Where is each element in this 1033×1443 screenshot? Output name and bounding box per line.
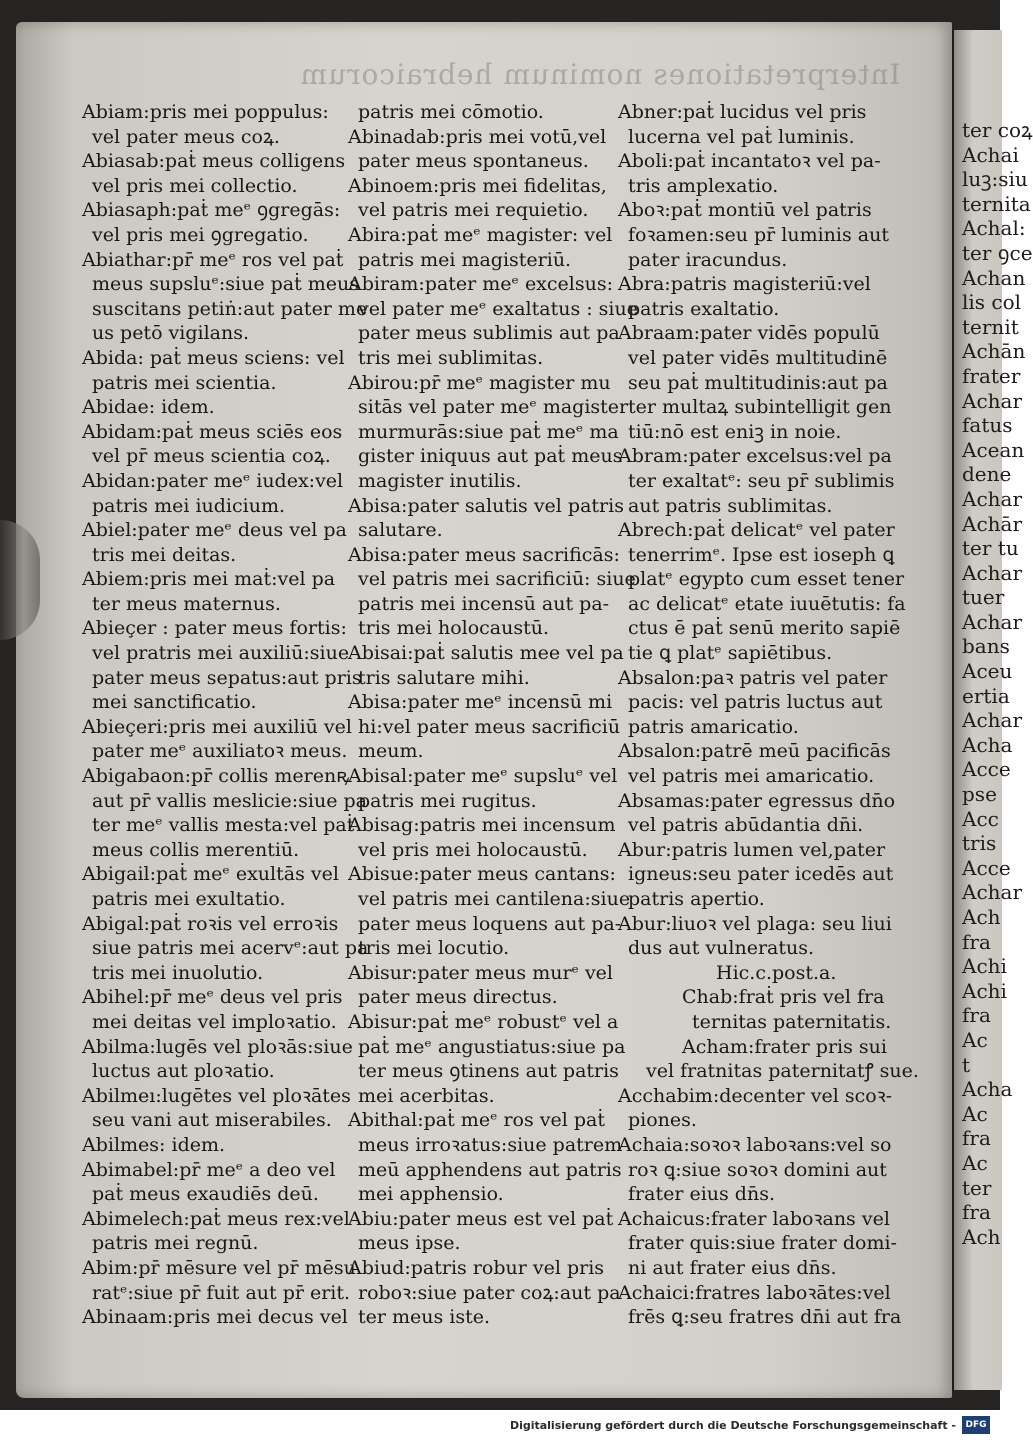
text-line: Abirou:pr̄ meᵉ magister mu	[348, 371, 611, 394]
text-line: seu paṫ multitudinis:aut pa	[628, 371, 888, 394]
adjacent-page-line: Achi	[962, 954, 1007, 979]
text-line: Abiel:pater meᵉ deus vel pa	[82, 519, 347, 542]
text-line: pater meus spontaneus.	[358, 150, 589, 173]
adjacent-page-line: bans	[962, 634, 1010, 659]
text-line: tris amplexatio.	[628, 174, 779, 197]
text-line: Achaicus:frater laboꝛans vel	[618, 1207, 890, 1230]
text-line: dus aut vulneratus.	[628, 937, 815, 960]
text-line: ter meus maternus.	[92, 592, 281, 615]
text-line: vel pater vidēs multitudinē	[628, 346, 888, 369]
text-line: tie ꝗ platᵉ sapiētibus.	[628, 642, 833, 665]
text-line: platᵉ egypto cum esset tener	[628, 568, 905, 591]
text-line: meum.	[358, 740, 424, 763]
text-line: patris mei incensū aut pa-	[358, 592, 610, 615]
text-line: Abiam:pris mei poppulus:	[82, 101, 329, 123]
adjacent-page-line: ter	[962, 1175, 992, 1200]
text-line: mei deitas vel imploꝛatio.	[92, 1010, 337, 1033]
text-line: tiū:nō est eniꝫ in noie.	[628, 420, 842, 443]
text-line: ni aut frater eius dn̄s.	[628, 1256, 837, 1279]
text-line: Absalon:paꝛ patris vel pater	[618, 666, 888, 689]
text-line: paṫ meᵉ angustiatus:siue pa	[358, 1035, 626, 1058]
text-line: ternitas paternitatis.	[692, 1010, 892, 1033]
text-line: gister iniquus aut paṫ meus	[358, 445, 623, 468]
adjacent-page-line: pse	[962, 782, 997, 807]
adjacent-page-line: Acc	[962, 806, 999, 831]
text-line: Abisa:pater meᵉ incensū mi	[348, 691, 613, 714]
text-line: ter exaltatᵉ: seu pr̄ sublimis	[628, 469, 895, 492]
text-line: Abidan:pater meᵉ iudex:vel	[82, 469, 344, 492]
digitization-footer	[0, 1410, 1000, 1443]
text-line: meus collis merentiū.	[92, 838, 300, 861]
text-line: us petō vigilans.	[92, 322, 250, 345]
text-line: pater meᵉ auxiliatoꝛ meus.	[92, 740, 348, 763]
adjacent-page-line: Achan	[962, 265, 1026, 290]
text-line: ac delicatᵉ etate iuuētutis: fa	[628, 592, 906, 615]
text-line: patris apertio.	[628, 888, 765, 910]
text-line: luctus aut ploꝛatio.	[92, 1060, 275, 1083]
text-line: mei apphensio.	[358, 1183, 504, 1206]
text-line: patris mei rugitus.	[358, 789, 537, 812]
text-line: ratᵉ:siue pr̄ fuit aut pr̄ erit.	[92, 1281, 351, 1304]
text-line: tris mei inuolutio.	[92, 961, 264, 984]
text-line: tris mei holocaustū.	[358, 617, 550, 640]
text-line: lucerna vel paṫ luminis.	[628, 125, 855, 148]
adjacent-page-line: Achar	[962, 388, 1023, 413]
adjacent-page-line: luꝫ:siu	[962, 167, 1028, 192]
text-line: Absalon:patrē meū pacificās	[618, 740, 891, 763]
adjacent-page-line: Achai	[962, 142, 1019, 167]
text-line: Abisue:pater meus cantans:	[348, 863, 616, 886]
text-line: Aboꝛ:paṫ montiū vel patris	[618, 199, 872, 222]
adjacent-page-line: dene	[962, 462, 1012, 487]
adjacent-page-line: Achān	[962, 339, 1026, 364]
text-line: Abisa:pater salutis vel patris	[348, 494, 624, 517]
text-line: murmurās:siue paṫ meᵉ ma	[358, 420, 619, 443]
text-line: Hic.c.post.a.	[716, 961, 837, 984]
adjacent-page-line: Acean	[962, 437, 1025, 462]
text-line: tris mei deitas.	[92, 543, 237, 566]
text-line: vel pater meus coꝝ.	[92, 125, 280, 148]
text-line: mei sanctificatio.	[92, 691, 257, 714]
text-line: patris amaricatio.	[628, 715, 799, 738]
adjacent-page-line: lis col	[962, 290, 1022, 315]
text-line: Abisag:patris mei incensum	[348, 814, 616, 837]
adjacent-page-line: fra	[962, 1200, 991, 1225]
text-line: Abim:pr̄ mēsure vel pr̄ mēsu	[82, 1256, 356, 1279]
dfg-logo: DFG	[962, 1416, 990, 1434]
text-line: Abram:pater excelsus:vel pa	[618, 445, 892, 468]
text-line: tris salutare mihi.	[358, 666, 530, 689]
text-line: Absamas:pater egressus dn̄o	[618, 789, 896, 812]
bleed-through-running-head: Interpretationes nominum hebraicorum	[299, 58, 901, 91]
text-line: Abisal:pater meᵉ supsluᵉ vel	[348, 765, 618, 788]
adjacent-page-line: ter coꝝ	[962, 118, 1033, 142]
adjacent-page-line: Ach	[962, 905, 1001, 929]
text-line: Chab:fraṫ pris vel fra	[682, 986, 885, 1009]
text-line: pater meus sepatus:aut pris	[92, 666, 362, 689]
adjacent-page-line: ternit	[962, 314, 1019, 339]
text-line: Abiud:patris robur vel pris	[348, 1256, 605, 1279]
text-line: meus irroꝛatus:siue patrem	[358, 1133, 623, 1156]
adjacent-page-line: Ac	[962, 1150, 988, 1175]
adjacent-page-line: Achar	[962, 560, 1023, 585]
text-line: pater meus directus.	[358, 986, 558, 1009]
text-line: Abisur:paṫ meᵉ robustᵉ vel a	[348, 1010, 619, 1033]
text-line: Achaici:fratres laboꝛātes:vel	[618, 1281, 891, 1304]
adjacent-page-line: Achar	[962, 708, 1023, 733]
text-line: ter meᵉ vallis mesta:vel paṫ	[92, 814, 355, 837]
text-line: suscitans petiṅ:aut pater me	[92, 297, 368, 320]
text-line: Abiram:pater meᵉ excelsus:	[348, 273, 613, 296]
text-line: Abira:paṫ meᵉ magister: vel	[348, 223, 613, 246]
text-line: mei acerbitas.	[358, 1084, 495, 1107]
text-line: ter multaꝝ subintelligit gen	[628, 396, 892, 419]
text-line: Abiu:pater meus est vel paṫ	[348, 1207, 614, 1230]
adjacent-page-line: Acce	[962, 855, 1011, 880]
text-line: Acchabim:decenter vel scoꝛ-	[618, 1084, 893, 1107]
text-line: ter meus ꝯtinens aut patris	[358, 1060, 619, 1083]
text-line: vel patris mei requietio.	[358, 199, 589, 222]
adjacent-page-line: Acha	[962, 732, 1013, 757]
text-line: ter meus iste.	[358, 1306, 491, 1329]
text-line: roboꝛ:siue pater coꝝ:aut pa	[358, 1281, 621, 1304]
adjacent-page-line: Acce	[962, 757, 1011, 782]
text-line: vel pratris mei auxiliū:siue	[92, 642, 350, 665]
text-line: Abimelech:paṫ meus rex:vel	[82, 1207, 350, 1230]
text-line: Abihel:pr̄ meᵉ deus vel pris	[82, 986, 343, 1009]
text-line: Abieçer : pater meus fortis:	[82, 617, 347, 640]
text-line: Abiathar:pr̄ meᵉ ros vel paṫ	[82, 248, 344, 271]
text-line: sitās vel pater meᵉ magister	[358, 396, 629, 419]
text-line: frater quis:siue frater domi-	[628, 1232, 897, 1255]
text-line: frater eius dn̄s.	[628, 1183, 775, 1206]
adjacent-page-line: ter tu	[962, 536, 1019, 561]
text-line: patris exaltatio.	[628, 297, 780, 320]
adjacent-page-line: ternita	[962, 191, 1031, 216]
adjacent-page-edge	[952, 30, 1033, 1390]
adjacent-page-line: fra	[962, 1003, 991, 1028]
text-line: vel pris mei holocaustū.	[358, 838, 588, 861]
text-line: Abisur:pater meus murᵉ vel	[348, 961, 613, 984]
text-line: Abinadab:pris mei votū,vel	[348, 125, 607, 148]
adjacent-page-line: Achar	[962, 609, 1023, 634]
text-line: aut patris sublimitas.	[628, 494, 833, 517]
text-line: meū apphendens aut patris	[358, 1158, 622, 1181]
text-line: Abra:patris magisteriū:vel	[618, 273, 871, 296]
text-line: salutare.	[358, 519, 443, 542]
text-line: patris mei regnū.	[92, 1232, 259, 1255]
adjacent-page-line: Aceu	[962, 659, 1013, 684]
text-line: pacis: vel patris luctus aut	[628, 691, 883, 714]
text-line: Abur:liuoꝛ vel plaga: seu liui	[618, 912, 892, 935]
adjacent-page-line: Ach	[962, 1224, 1001, 1249]
text-line: Abilma:lugēs vel ploꝛās:siue	[82, 1035, 353, 1058]
text-line: pater meus loquens aut pa-	[358, 912, 622, 935]
text-column-1	[82, 100, 369, 1330]
text-line: igneus:seu pater icedēs aut	[628, 863, 894, 886]
text-line: patris mei exultatio.	[92, 888, 286, 910]
adjacent-page-line: Achal:	[962, 216, 1026, 241]
text-line: roꝛ ꝗ:siue soꝛoꝛ domini aut	[628, 1158, 887, 1181]
text-line: Achaia:soꝛoꝛ laboꝛans:vel so	[618, 1133, 892, 1156]
adjacent-page-line: tuer	[962, 585, 1005, 610]
adjacent-page-line: fra	[962, 929, 991, 954]
text-line: Abigal:paṫ roꝛis vel erroꝛis	[82, 912, 339, 935]
text-line: tris mei locutio.	[358, 937, 510, 960]
adjacent-page-line: tris	[962, 831, 997, 856]
text-line: patris mei scientia.	[92, 371, 277, 394]
text-line: vel pr̄ meus scientia coꝝ.	[92, 445, 331, 468]
text-line: vel pris mei collectio.	[92, 174, 298, 197]
text-line: tenerrimᵉ. Ipse est ioseph ꝗ	[628, 543, 895, 566]
text-line: siue patris mei acervᵉ:aut pa	[92, 937, 369, 960]
text-line: Abisai:paṫ salutis mee vel pa	[348, 642, 624, 665]
text-line: Acham:frater pris sui	[682, 1035, 887, 1058]
text-line: aut pr̄ vallis meslicie:siue pa	[92, 789, 367, 812]
text-line: Abinoem:pris mei fidelitas,	[348, 174, 607, 197]
text-line: Abigabaon:pr̄ collis merenꝶ	[82, 765, 351, 788]
funding-credit: Digitalisierung gefördert durch die Deutsche Forschungsgemeinschaft -	[509, 1419, 956, 1432]
adjacent-page-line: Achār	[962, 511, 1023, 536]
text-line: vel pater meᵉ exaltatus : siue	[358, 297, 638, 320]
adjacent-page-line: Achar	[962, 880, 1023, 905]
text-column-3	[618, 100, 919, 1330]
text-line: Abigail:paṫ meᵉ exultās vel	[82, 863, 339, 886]
adjacent-page-line: fra	[962, 1126, 991, 1151]
adjacent-page-line: Achi	[962, 978, 1007, 1003]
text-line: Abinaam:pris mei decus vel	[82, 1306, 348, 1329]
text-line: Aboli:paṫ incantatoꝛ vel pa-	[618, 150, 881, 173]
text-line: Abiem:pris mei maṫ:vel pa	[82, 568, 336, 591]
adjacent-page-line: fatus	[962, 413, 1013, 438]
text-line: patris mei iudicium.	[92, 494, 286, 517]
adjacent-page-line: frater	[962, 363, 1021, 388]
text-line: Abisa:pater meus sacrificās:	[348, 543, 620, 566]
text-line: vel patris mei cantilena:siue	[358, 888, 631, 910]
adjacent-page-line: t	[962, 1052, 971, 1077]
adjacent-page-line: ter ꝯce	[962, 240, 1033, 265]
text-line: Abidam:paṫ meus sciēs eos	[82, 420, 343, 443]
text-line: Abilmes: idem.	[82, 1133, 226, 1156]
text-line: Abida: paṫ meus sciens: vel	[82, 346, 345, 369]
text-line: foꝛamen:seu pr̄ luminis aut	[628, 223, 889, 246]
adjacent-page-line: Ac	[962, 1027, 988, 1052]
text-line: vel patris mei amaricatio.	[628, 765, 875, 788]
text-line: Abraam:pater vidēs populū	[618, 322, 880, 345]
text-line: Abrech:paṫ delicatᵉ vel pater	[618, 519, 895, 542]
adjacent-page-line: Ac	[962, 1101, 988, 1126]
text-line: patris mei cōmotio.	[358, 101, 544, 123]
text-line: frēs ꝗ:seu fratres dn̄i aut fra	[628, 1306, 902, 1329]
text-line: piones.	[628, 1109, 697, 1132]
text-line: pater iracundus.	[628, 248, 788, 271]
text-line: pater meus sublimis aut pa	[358, 322, 620, 345]
adjacent-page-line: ertia	[962, 683, 1010, 708]
text-line: magister inutilis.	[358, 469, 522, 492]
text-line: vel pris mei ꝯgregatio.	[92, 223, 309, 246]
adjacent-page-text	[962, 118, 1033, 1249]
text-line: patris mei magisteriū.	[358, 248, 572, 271]
text-line: Abiasab:paṫ meus colligens	[82, 150, 346, 173]
adjacent-page-line: Acha	[962, 1077, 1013, 1102]
text-line: ctus ē paṫ senū merito sapiē	[628, 617, 901, 640]
text-line: meus ipse.	[358, 1232, 461, 1255]
text-column-2	[348, 100, 638, 1330]
text-line: Abieçeri:pris mei auxiliū vel	[82, 715, 352, 738]
text-line: Abur:patris lumen vel,pater	[618, 838, 886, 861]
text-line: tris mei sublimitas.	[358, 346, 544, 369]
text-line: Abidae: idem.	[82, 396, 215, 419]
text-line: vel patris mei sacrificiū: siue	[358, 568, 636, 591]
adjacent-page-line: Achar	[962, 486, 1023, 511]
text-line: Abithal:paṫ meᵉ ros vel paṫ	[348, 1109, 605, 1132]
text-line: Abimabel:pr̄ meᵉ a deo vel	[82, 1158, 336, 1181]
text-line: Abner:paṫ lucidus vel pris	[618, 101, 867, 123]
text-line: hi:vel pater meus sacrificiū	[358, 715, 621, 738]
text-line: paṫ meus exaudiēs deū.	[92, 1183, 319, 1206]
text-line: seu vani aut miserabiles.	[92, 1109, 332, 1132]
text-line: Abiasaph:paṫ meᵉ ꝯgregās:	[82, 199, 341, 222]
text-line: meus supsluᵉ:siue paṫ meus	[92, 273, 360, 296]
text-line: vel patris abūdantia dn̄i.	[628, 814, 864, 837]
text-line: vel fratnitas paternitatꝭ sue.	[646, 1060, 919, 1083]
text-line: Abilmeı:lugētes vel ploꝛātes	[82, 1084, 351, 1107]
